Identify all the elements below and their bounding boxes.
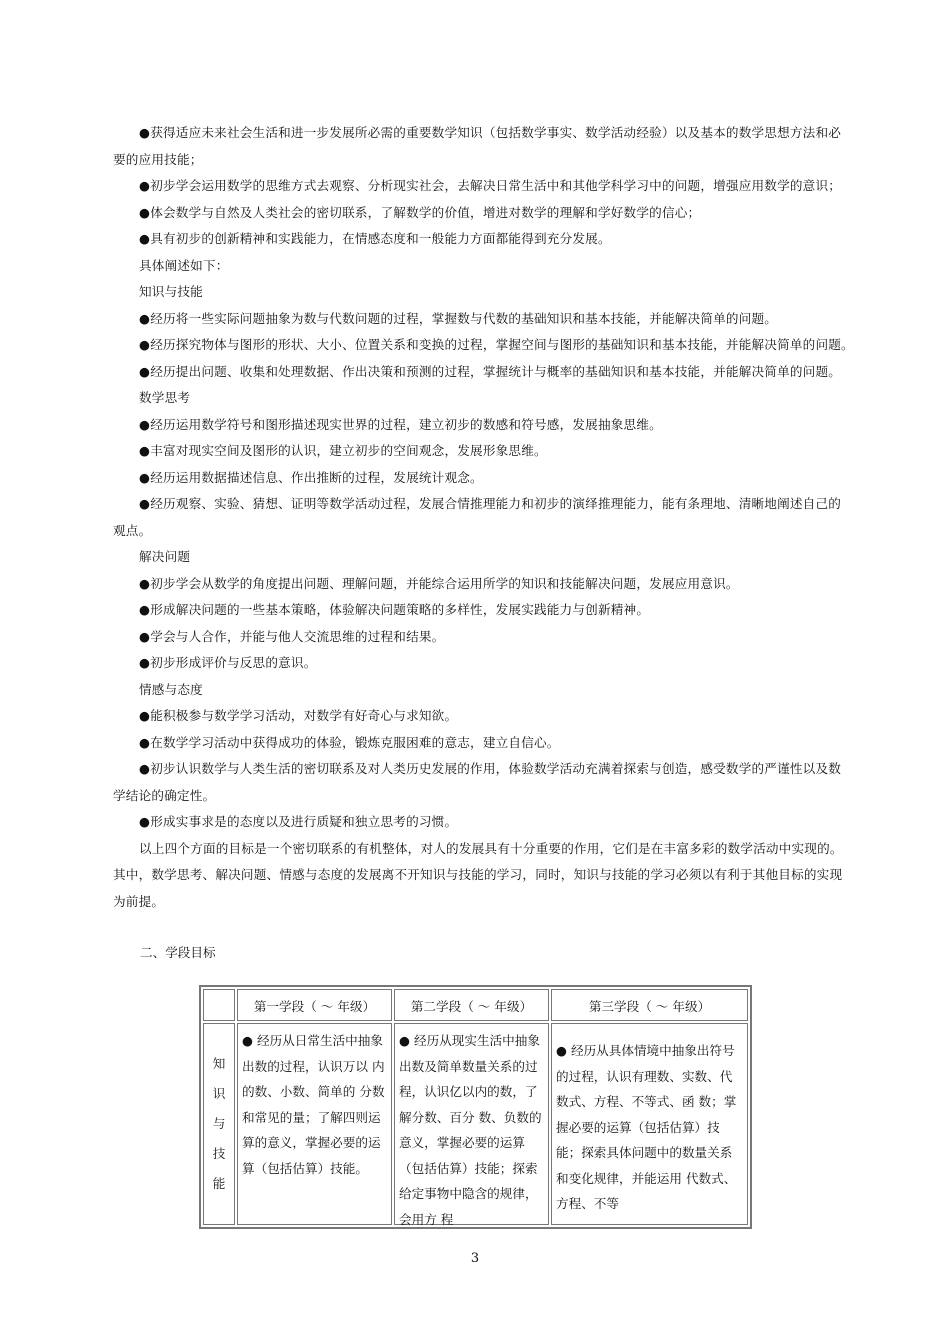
body-line: ●经历将一些实际问题抽象为数与代数问题的过程，掌握数与代数的基础知识和基本技能，并能解决简单的问题。 [139,310,778,326]
body-line: 为前提。 [113,893,165,909]
body-line: 数学思考 [139,390,191,405]
row-label-char: 与 [212,1116,226,1131]
body-line: 解决问题 [139,549,191,564]
row-label-char: 识 [212,1086,226,1101]
body-line: ●具有初步的创新精神和实践能力，在情感态度和一般能力方面都能得到充分发展。 [139,231,611,246]
body-line: ●经历运用数学符号和图形描述现实世界的过程，建立初步的数感和符号感，发展抽象思维。 [139,416,662,432]
body-line: ●经历运用数据描述信息、作出推断的过程，发展统计观念。 [139,469,483,485]
body-line: 观点。 [113,522,152,538]
row-label-char: 能 [212,1176,226,1191]
body-line: ●学会与人合作，并能与他人交流思维的过程和结果。 [139,628,445,644]
body-line: ●经历探究物体与图形的形状、大小、位置关系和变换的过程，掌握空间与图形的基础知识和基本技能，并能解决简单的问题。 [139,337,854,352]
body-line: ●体会数学与自然及人类社会的密切联系，了解数学的价值，增进对数学的理解和学好数学的信心； [139,204,701,220]
table-row-knowledge [203,1023,748,1225]
body-line: 具体阐述如下： [139,257,229,273]
body-line: 知识与技能 [139,284,203,299]
stage2-text: ● 经历从现实生活中抽象出数及简单数量关系的过程，认识亿以内的数，了解分数、百分 数、负数的意义，掌握必要的运算（包括估算）技能；探索给定事物中隐含的规律，会用方 程 [399,1033,542,1227]
row-label-char: 技 [212,1146,226,1161]
body-line: 以上四个方面的目标是一个密切联系的有机整体，对人的发展具有十分重要的作用，它们是在丰富多彩的数学活动中实现的。 [139,840,843,856]
body-line: 其中，数学思考、解决问题、情感与态度的发展离不开知识与技能的学习，同时，知识与技能的学习必须以有利于其他目标的实现 [113,867,843,882]
body-line: ●能积极参与数学学习活动，对数学有好奇心与求知欲。 [139,708,458,723]
body-line: ●形成解决问题的一些基本策略，体验解决问题策略的多样性，发展实践能力与创新精神。 [139,602,650,617]
stage2-header: 第二学段（ ～ 年级） [394,989,549,1021]
body-line: ●形成实事求是的态度以及进行质疑和独立思考的习惯。 [139,814,458,829]
stage-goals-table [199,985,752,1229]
stage1-text: ● 经历从日常生活中抽象出数的过程，认识万以 内的数、小数、简单的 分数和常见的量；了解四则运算的意义，掌握必要的运算（包括估算）技能。 [242,1033,385,1176]
table-header-row [203,989,748,1021]
stage1-header: 第一学段（ ～ 年级） [237,989,392,1021]
body-line: ●初步学会从数学的角度提出问题、理解问题，并能综合运用所学的知识和技能解决问题，发展应用意识。 [139,575,739,591]
body-line: ●经历提出问题、收集和处理数据、作出决策和预测的过程，掌握统计与概率的基础知识和基本技能，并能解决简单的问题。 [139,363,842,379]
body-line: ●在数学学习活动中获得成功的体验，锻炼克服困难的意志，建立自信心。 [139,734,560,750]
section-heading: 二、学段目标 [140,945,216,960]
body-line: ●丰富对现实空间及图形的认识，建立初步的空间观念，发展形象思维。 [139,443,547,458]
stage2-cell [394,1023,549,1225]
row-label-knowledge [203,1023,235,1225]
row-label-char: 知 [212,1056,226,1071]
table-corner-cell [203,989,235,1021]
body-line: ●初步形成评价与反思的意识。 [139,655,317,670]
body-line: ●获得适应未来社会生活和进一步发展所必需的重要数学知识（包括数学事实、数学活动经验）以及基本的数学思想方法和必 [139,125,842,140]
stage1-cell [237,1023,392,1225]
page-number: 3 [470,1251,480,1266]
body-line: ●初步学会运用数学的思维方式去观察、分析现实社会，去解决日常生活中和其他学科学习中的问题，增强应用数学的意识； [139,178,842,193]
stage3-text: ● 经历从具体情境中抽象出符号的过程，认识有理数、实数、代数式、方程、不等式、函 数；掌握必要的运算（包括估算）技能；探索具体问题中的数量关系和变化规律，并能运用 代数式、方程、不等 [556,1043,737,1211]
body-line: ●经历观察、实验、猜想、证明等数学活动过程，发展合情推理能力和初步的演绎推理能力，能有条理地、清晰地阐述自己的 [139,496,842,511]
body-line: 要的应用技能； [113,151,203,167]
stage3-cell [551,1023,748,1225]
body-line: ●初步认识数学与人类生活的密切联系及对人类历史发展的作用，体验数学活动充满着探索与创造，感受数学的严谨性以及数 [139,761,842,776]
stage3-header: 第三学段（ ～ 年级） [551,989,748,1021]
body-line: 学结论的确定性。 [113,787,216,803]
body-line: 情感与态度 [139,681,203,697]
body-text [113,120,854,915]
